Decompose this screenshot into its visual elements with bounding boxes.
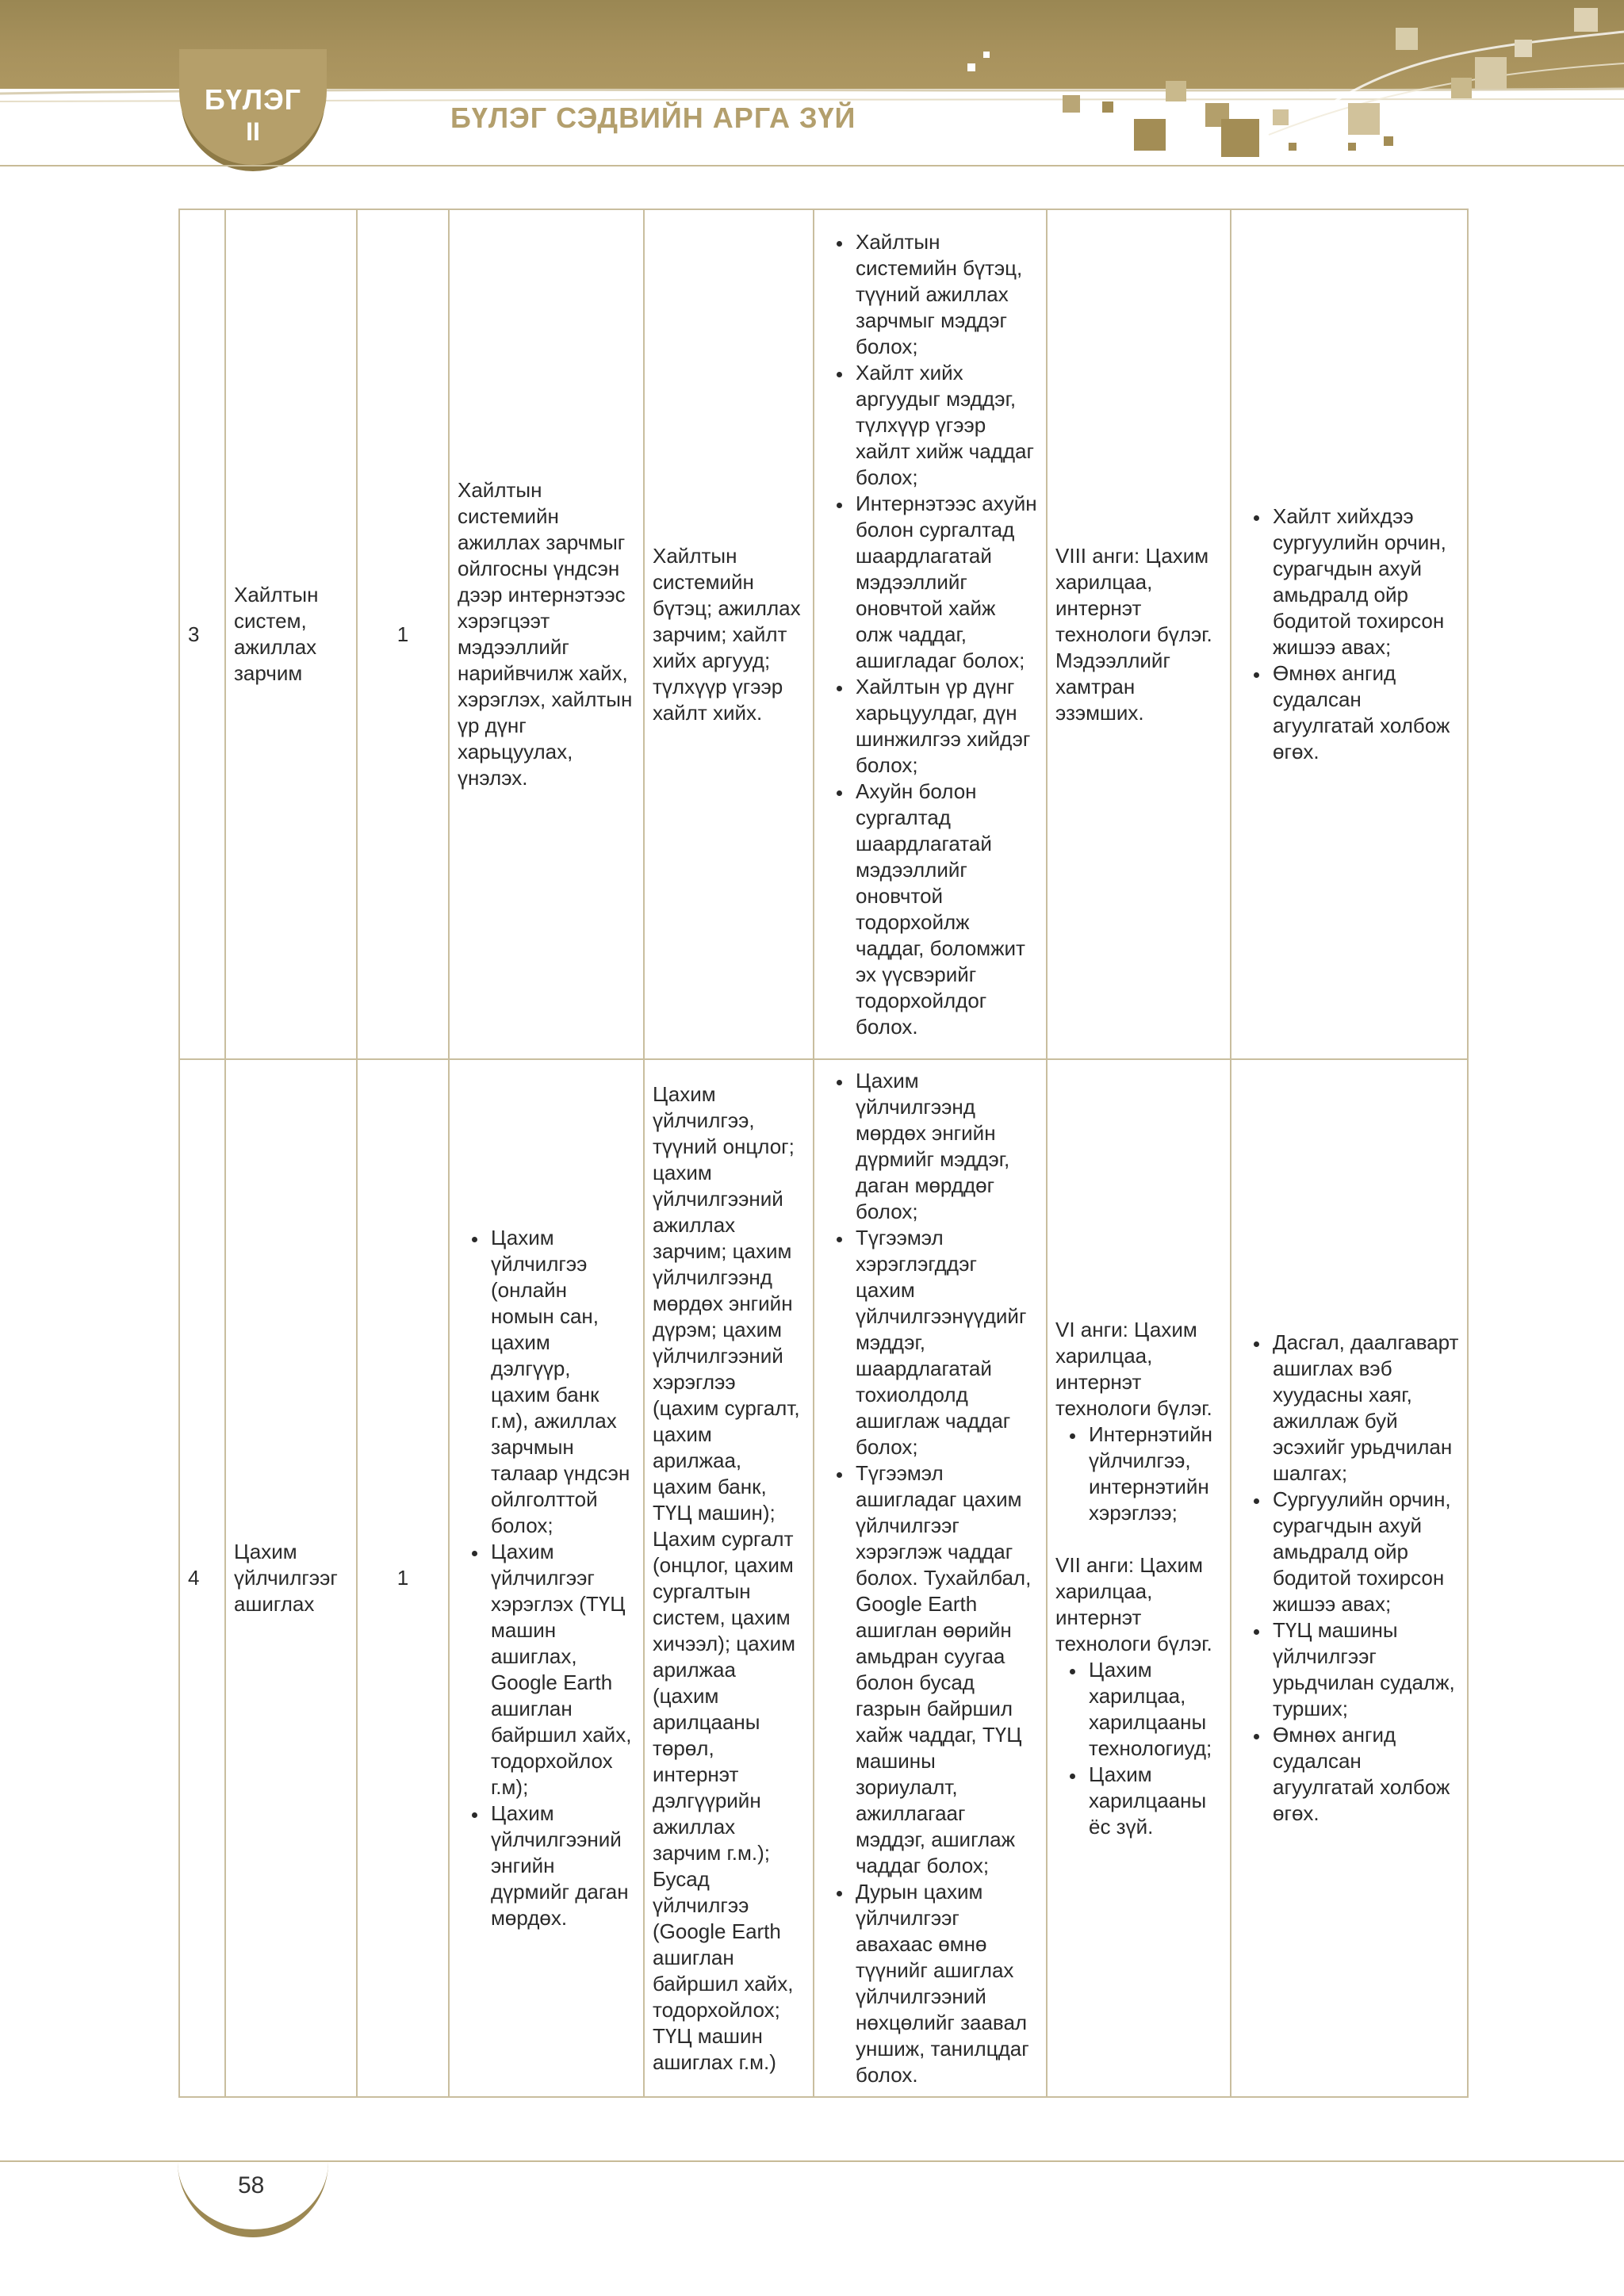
list-item: • ТҮЦ машины үйлчилгээг урьдчилан судалж, турших; [1270, 1617, 1459, 1722]
cell-number: 3 [179, 209, 225, 1059]
list-item: • Сургуулийн орчин, сурагчдын ахуй амьдралд ойр бодитой тохирсон жишээ авах; [1270, 1487, 1459, 1617]
cell-integration: VIII анги: Цахим харилцаа, интернэт технологи бүлэг. Мэдээллийг хамтран эзэмших. [1047, 209, 1231, 1059]
curriculum-table [178, 209, 1469, 2098]
list-item: • Интернэтийн үйлчилгээ, интернэтийн хэрэглээ; [1086, 1422, 1222, 1526]
cell-outcomes [814, 209, 1047, 1059]
table-row [179, 209, 1468, 1059]
list-item: • Хайлтын системийн бүтэц, түүний ажиллах зарчмыг мэддэг болох; [852, 229, 1038, 360]
page-number: 58 [238, 2172, 265, 2198]
header-rule [0, 165, 1624, 166]
chapter-number: II [246, 117, 260, 146]
cell-outcomes [814, 1059, 1047, 2097]
list-item: • Хайлтын үр дүнг харьцуулдаг, дүн шинжилгээ хийдэг болох; [852, 674, 1038, 779]
cell-topic: Цахим үйлчилгээг ашиглах [225, 1059, 357, 2097]
list-item: • Цахим үйлчилгээний энгийн дүрмийг даган мөрдөх. [488, 1800, 635, 1931]
list-item: • Цахим үйлчилгээнд мөрдөх энгийн дүрмийг мэддэг, даган мөрддөг болох; [852, 1068, 1038, 1225]
cell-number: 4 [179, 1059, 225, 2097]
cell-content: Хайлтын системийн бүтэц; ажиллах зарчим; хайлт хийх аргууд; түлхүүр үгээр хайлт хийх. [644, 209, 814, 1059]
list-item: • Цахим үйлчилгээ (онлайн номын сан, цахим дэлгүүр, цахим банк г.м), ажиллах зарчмын талаар үндсэн ойлголттой болох; [488, 1225, 635, 1539]
list-item: • Өмнөх ангид судалсан агуулгатай холбож өгөх. [1270, 660, 1459, 765]
integration-grade-6: VI анги: Цахим харилцаа, интернэт технологи бүлэг. [1055, 1317, 1212, 1420]
list-item: • Цахим харилцааны ёс зүй. [1086, 1762, 1222, 1840]
cell-objective: Хайлтын системийн ажиллах зарчмыг ойлгосны үндсэн дээр интернэтээс хэрэгцээт мэдээллийг нарийвчилж хайх, хэрэглэх, хайлтын үр дүнг харьцуулах, үнэлэх. [449, 209, 644, 1059]
page-title: БҮЛЭГ СЭДВИЙН АРГА ЗҮЙ [450, 101, 856, 134]
list-item: • Түгээмэл ашигладаг цахим үйлчилгээг хэрэглэж чаддаг болох. Тухайлбал, Google Earth ашиглан өөрийн амьдран суугаа болон бусад газрын байршил хайж чаддаг, ТҮЦ машины зориулалт, ажиллагааг мэддэг, ашиглаж чаддаг болох; [852, 1460, 1038, 1879]
list-item: • Түгээмэл хэрэглэгддэг цахим үйлчилгээнүүдийг мэддэг, шаардлагатай тохиолдолд ашиглаж чаддаг болох; [852, 1225, 1038, 1460]
list-item: • Дурын цахим үйлчилгээг авахаас өмнө түүнийг ашиглах үйлчилгээний нөхцөлийг заавал уншиж, танилцдаг болох. [852, 1879, 1038, 2088]
cell-activities [1231, 209, 1468, 1059]
list-item: • Хайлт хийх аргуудыг мэддэг, түлхүүр үгээр хайлт хийж чаддаг болох; [852, 360, 1038, 491]
table-row [179, 1059, 1468, 2097]
list-item: • Цахим харилцаа, харилцааны технологиуд; [1086, 1657, 1222, 1762]
cell-hours: 1 [357, 209, 449, 1059]
cell-objective [449, 1059, 644, 2097]
cell-integration [1047, 1059, 1231, 2097]
list-item: • Цахим үйлчилгээг хэрэглэх (ТҮЦ машин ашиглах, Google Earth ашиглан байршил хайх, тодорхойлох г.м); [488, 1539, 635, 1800]
integration-grade-7: VII анги: Цахим харилцаа, интернэт технологи бүлэг. [1055, 1552, 1212, 1655]
list-item: • Хайлт хийхдээ сургуулийн орчин, сурагчдын ахуй амьдралд ойр бодитой тохирсон жишээ авах; [1270, 503, 1459, 660]
cell-topic: Хайлтын систем, ажиллах зарчим [225, 209, 357, 1059]
list-item: • Интернэтээс ахуйн болон сургалтад шаардлагатай мэдээллийг оновчтой хайж олж чаддаг, ашигладаг болох; [852, 491, 1038, 674]
cell-content: Цахим үйлчилгээ, түүний онцлог; цахим үйлчилгээний ажиллах зарчим; цахим үйлчилгээнд мөрдөх энгийн дүрэм; цахим үйлчилгээний хэрэглээ (цахим сургалт, цахим арилжаа, цахим банк, ТҮЦ машин); Цахим сургалт (онцлог, цахим сургалтын систем, цахим хичээл); цахим арилжаа (цахим арилцааны төрөл, интернэт дэлгүүрийн ажиллах зарчим г.м.); Бусад үйлчилгээ (Google Earth ашиглан байршил хайх, тодорхойлох; ТҮЦ машин ашиглах г.м.) [644, 1059, 814, 2097]
cell-activities [1231, 1059, 1468, 2097]
chapter-word: БҮЛЭГ [204, 83, 302, 116]
cell-hours: 1 [357, 1059, 449, 2097]
list-item: • Өмнөх ангид судалсан агуулгатай холбож өгөх. [1270, 1722, 1459, 1827]
list-item: • Ахуйн болон сургалтад шаардлагатай мэдээллийг оновчтой тодорхойлж чаддаг, боломжит эх үүсвэрийг тодорхойлдог болох. [852, 779, 1038, 1040]
list-item: • Дасгал, даалгаварт ашиглах вэб хуудасны хаяг, ажиллаж буй эсэхийг урьдчилан шалгах; [1270, 1330, 1459, 1487]
